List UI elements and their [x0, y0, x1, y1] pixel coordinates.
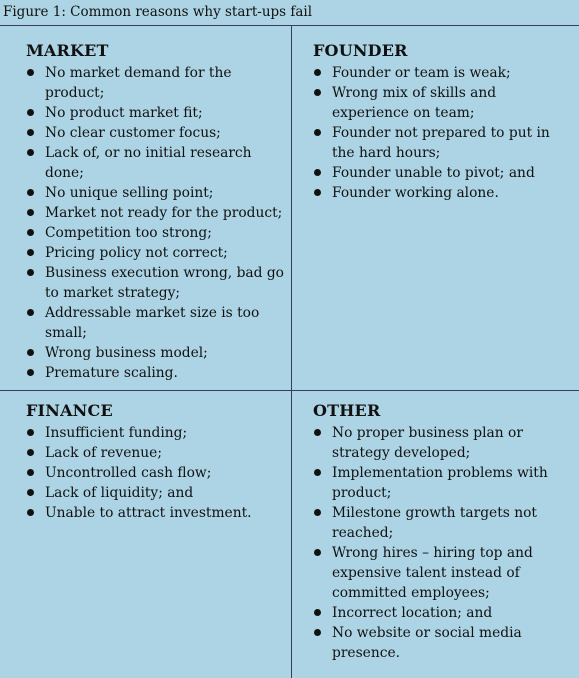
list-item — [313, 163, 575, 183]
list-item — [313, 543, 575, 603]
list-item — [313, 463, 575, 503]
list-item — [313, 63, 575, 83]
list-item — [26, 503, 288, 523]
list-item-text: Wrong hires – hiring top and expensive talent instead of committed employees; — [332, 545, 533, 601]
horizontal-divider — [0, 390, 579, 391]
list-item-text: Lack of revenue; — [45, 445, 162, 461]
list-item — [26, 123, 288, 143]
list-item-text: Insufficient funding; — [45, 425, 188, 441]
list-item — [26, 243, 288, 263]
bullet-icon — [314, 629, 321, 636]
bullet-icon — [314, 509, 321, 516]
caption-divider — [0, 25, 579, 26]
list-item — [26, 363, 288, 383]
list-item — [313, 423, 575, 463]
list-item-text: No market demand for the product; — [45, 65, 232, 101]
list-item-text: Founder not prepared to put in the hard hours; — [332, 125, 550, 161]
bullet-icon — [27, 309, 34, 316]
bullet-icon — [27, 469, 34, 476]
bullet-icon — [27, 209, 34, 216]
list-item — [26, 463, 288, 483]
list-item-text: Lack of, or no initial research done; — [45, 145, 252, 181]
bullet-icon — [314, 129, 321, 136]
bullet-icon — [27, 349, 34, 356]
list-item — [26, 183, 288, 203]
list-item-text: Uncontrolled cash flow; — [45, 465, 212, 481]
list-item — [313, 183, 575, 203]
quadrant-title-market: MARKET — [26, 41, 109, 60]
list-item — [313, 623, 575, 663]
quadrant-title-finance: FINANCE — [26, 401, 113, 420]
bullet-icon — [27, 449, 34, 456]
list-other — [313, 423, 575, 663]
quadrant-title-other: OTHER — [313, 401, 381, 420]
list-item — [26, 343, 288, 363]
bullet-icon — [314, 169, 321, 176]
list-item — [26, 483, 288, 503]
bullet-icon — [27, 429, 34, 436]
list-item — [26, 423, 288, 443]
bullet-icon — [27, 229, 34, 236]
bullet-icon — [27, 109, 34, 116]
list-market — [26, 63, 288, 383]
list-item-text: Incorrect location; and — [332, 605, 493, 621]
bullet-icon — [314, 609, 321, 616]
list-item-text: Lack of liquidity; and — [45, 485, 194, 501]
list-item — [26, 63, 288, 103]
bullet-icon — [314, 189, 321, 196]
list-item-text: No unique selling point; — [45, 185, 214, 201]
vertical-divider — [291, 25, 292, 678]
list-item-text: Founder or team is weak; — [332, 65, 511, 81]
list-item-text: Premature scaling. — [45, 365, 178, 381]
list-item-text: Business execution wrong, bad go to market strategy; — [45, 265, 284, 301]
quadrant-title-founder: FOUNDER — [313, 41, 408, 60]
list-item — [26, 443, 288, 463]
list-item-text: Wrong mix of skills and experience on team; — [332, 85, 497, 121]
bullet-icon — [27, 69, 34, 76]
list-item-text: Implementation problems with product; — [332, 465, 548, 501]
list-item-text: Milestone growth targets not reached; — [332, 505, 537, 541]
list-item-text: Founder working alone. — [332, 185, 499, 201]
list-item — [313, 603, 575, 623]
list-item-text: Unable to attract investment. — [45, 505, 252, 521]
figure-caption: Figure 1: Common reasons why start-ups fail — [3, 4, 313, 20]
list-item-text: Competition too strong; — [45, 225, 212, 241]
list-item-text: No proper business plan or strategy developed; — [332, 425, 523, 461]
quadrant-finance — [26, 399, 288, 523]
bullet-icon — [27, 269, 34, 276]
list-item — [26, 263, 288, 303]
list-item — [313, 123, 575, 163]
quadrant-other — [313, 399, 575, 663]
list-founder — [313, 63, 575, 203]
list-item — [26, 223, 288, 243]
bullet-icon — [27, 149, 34, 156]
bullet-icon — [314, 549, 321, 556]
bullet-icon — [27, 249, 34, 256]
bullet-icon — [314, 69, 321, 76]
quadrant-market — [26, 39, 288, 383]
list-item-text: Market not ready for the product; — [45, 205, 283, 221]
list-item — [26, 103, 288, 123]
quadrant-founder — [313, 39, 575, 203]
bullet-icon — [314, 429, 321, 436]
bullet-icon — [27, 509, 34, 516]
list-item — [313, 83, 575, 123]
list-item-text: Founder unable to pivot; and — [332, 165, 535, 181]
list-item-text: No website or social media presence. — [332, 625, 522, 661]
list-item-text: Pricing policy not correct; — [45, 245, 228, 261]
list-item-text: Addressable market size is too small; — [45, 305, 260, 341]
bullet-icon — [27, 189, 34, 196]
bullet-icon — [27, 489, 34, 496]
bullet-icon — [314, 89, 321, 96]
list-item-text: No product market fit; — [45, 105, 203, 121]
list-item — [26, 143, 288, 183]
list-item — [313, 503, 575, 543]
list-item-text: Wrong business model; — [45, 345, 208, 361]
bullet-icon — [314, 469, 321, 476]
bullet-icon — [27, 129, 34, 136]
bullet-icon — [27, 369, 34, 376]
list-finance — [26, 423, 288, 523]
list-item-text: No clear customer focus; — [45, 125, 221, 141]
list-item — [26, 203, 288, 223]
list-item — [26, 303, 288, 343]
